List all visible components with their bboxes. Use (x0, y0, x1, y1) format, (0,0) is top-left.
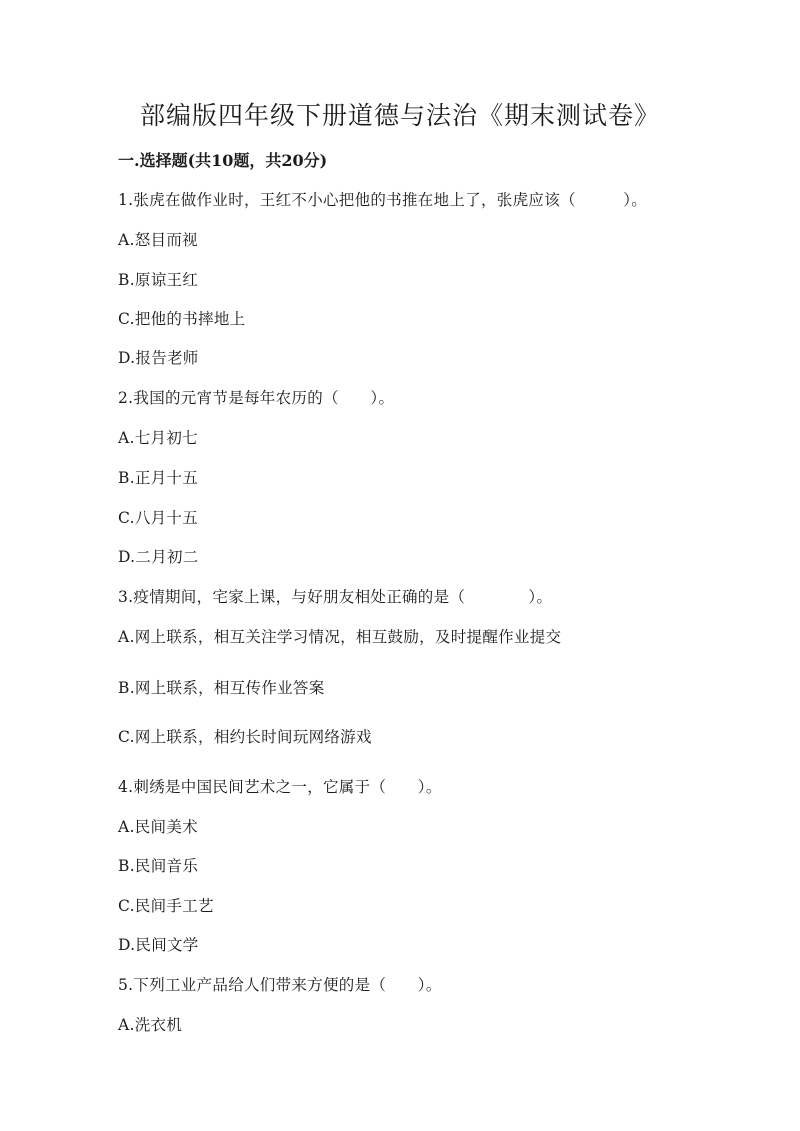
option-item: B.正月十五 (118, 469, 199, 487)
option-item: D.报告老师 (118, 349, 199, 367)
option-item: A.民间美术 (118, 818, 198, 836)
question-stem: 3.疫情期间，宅家上课，与好朋友相处正确的是（ ）。 (118, 588, 553, 606)
option-item: C.民间手工艺 (118, 897, 214, 915)
option-item: A.洗衣机 (118, 1016, 183, 1034)
option-item: C.把他的书摔地上 (118, 310, 246, 328)
question-stem: 4.刺绣是中国民间艺术之一，它属于（ ）。 (118, 778, 442, 796)
option-item: D.二月初二 (118, 548, 199, 566)
option-item: A.七月初七 (118, 429, 198, 447)
option-item: B.民间音乐 (118, 857, 199, 875)
option-item: A.网上联系，相互关注学习情况，相互鼓励，及时提醒作业提交 (118, 628, 562, 646)
section-heading: 一.选择题(共10题，共20分) (118, 151, 328, 170)
option-item: A.怒目而视 (118, 231, 198, 249)
option-item: B.原谅王红 (118, 271, 199, 289)
question-stem: 1.张虎在做作业时，王红不小心把他的书推在地上了，张虎应该（ ）。 (118, 191, 648, 209)
page-title: 部编版四年级下册道德与法治《期末测试卷》 (139, 101, 660, 130)
option-item: C.网上联系，相约长时间玩网络游戏 (118, 728, 372, 746)
option-item: D.民间文学 (118, 936, 199, 954)
question-stem: 2.我国的元宵节是每年农历的（ ）。 (118, 389, 395, 407)
question-stem: 5.下列工业产品给人们带来方便的是（ ）。 (118, 976, 442, 994)
option-item: B.网上联系，相互传作业答案 (118, 679, 325, 697)
option-item: C.八月十五 (118, 509, 199, 527)
